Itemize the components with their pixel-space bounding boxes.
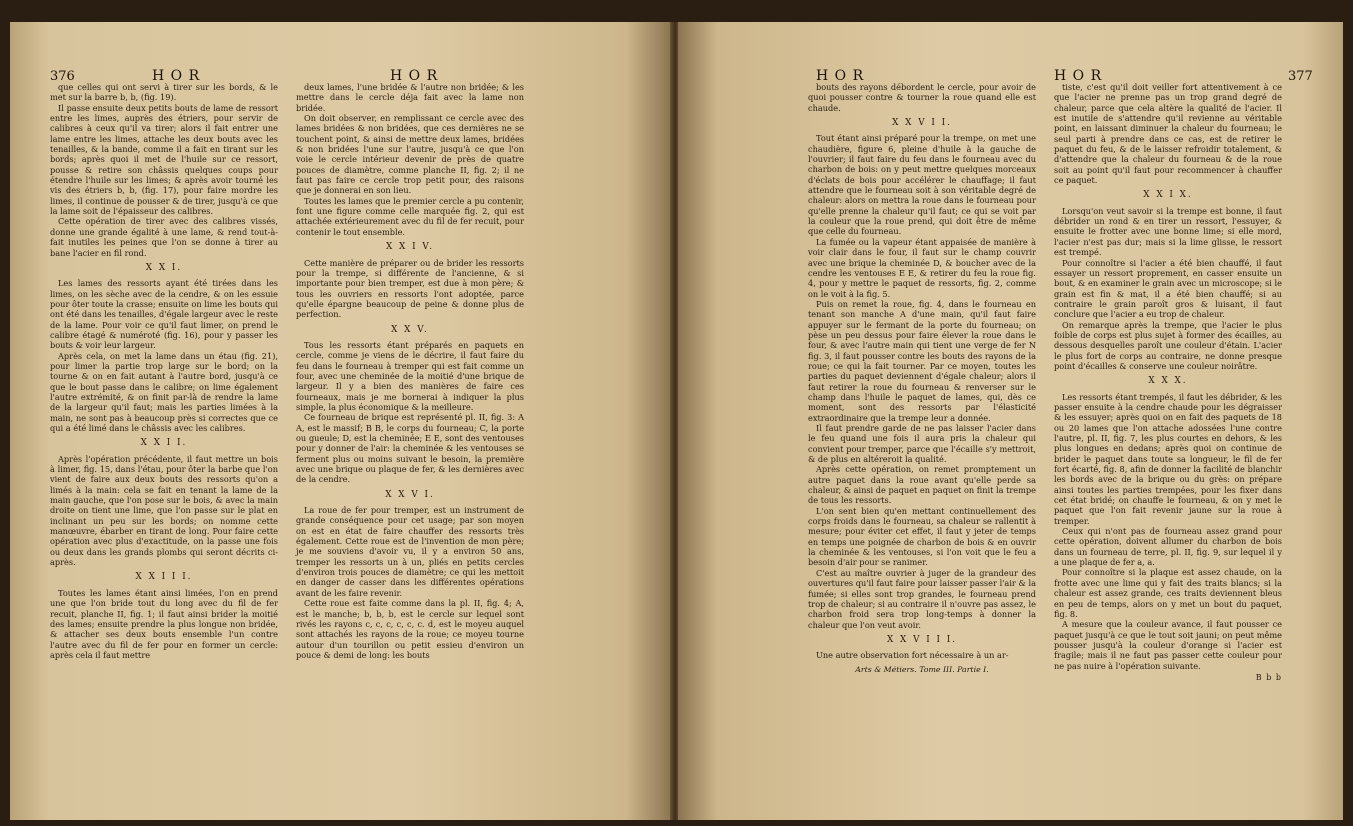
section-heading: X X V I.: [385, 489, 435, 500]
running-head-right-b: H O R: [1054, 68, 1103, 84]
page-footer: Arts & Métiers. Tome III. Partie I.: [855, 664, 989, 674]
paragraph: bouts des rayons débordent le cercle, pour avoir de quoi pousser contre & tourner la roue quand elle est chaude.: [808, 82, 1036, 113]
section-heading: X X X.: [1148, 376, 1188, 387]
running-head-right-a: H O R: [816, 68, 865, 84]
section-heading: X X V I I.: [892, 118, 952, 129]
paragraph: Cette opération de tirer avec des calibres vissés, donne une grande égalité à une lame, & rend tout-à-fait inutiles les peines que l'on se donne à tirer au bane l'acier en fil rond.: [50, 216, 278, 258]
paragraph: A mesure que la couleur avance, il faut pousser ce paquet jusqu'à ce que le tout soit jauni; on peut même pousser jusqu'à la couleur d'orange si l'acier est fragile; mais il ne faut pas passer cette couleur pour ne pas nuire à l'opération suivante.: [1054, 619, 1282, 671]
paragraph: C'est au maître ouvrier à juger de la grandeur des ouvertures qu'il faut faire pour laisser passer l'air & la fumée; si elles sont trop grandes, le fourneau prend trop de chaleur; si au contraire il n'ouvre pas assez, le charbon froid sera trop long-temps à donner la chaleur que l'on veut avoir.: [808, 567, 1036, 630]
paragraph: Lorsqu'on veut savoir si la trempe est bonne, il faut débrider un rond & en tirer un ressort, l'essuyer, & ensuite le frotter avec une bonne lime; si elle mord, l'acier n'est pas dur; mais si la lime glisse, le ressort est trempé.: [1054, 205, 1282, 258]
left-column-2: [296, 82, 524, 660]
paragraph: Puis on remet la roue, fig. 4, dans le fourneau en tenant son manche A d'une main, qu'il faut faire appuyer sur le fermant de la porte du fourneau; on pèse un peu dessus pour faire élever la roue dans le four, & avec l'autre main qui tient une verge de fer N fig. 3, il faut pousser contre les bouts des rayons de la roue; ce qui la fait tourner. Par ce moyen, toutes les parties du paquet deviennent d'égale chaleur; alors il faut retirer la roue du fourneau & renverser sur le champ dans l'huile le paquet de lames, qui, dès ce moment, sont des ressorts par l'élasticité extraordinaire que la trempe leur a donnée.: [808, 298, 1036, 423]
paragraph: Après cette opération, on remet promptement un autre paquet dans la roue avant qu'elle perde sa chaleur, & ainsi de paquet en paquet on finit la trempe de tous les ressorts.: [808, 464, 1036, 506]
paragraph: Les lames des ressorts ayant été tirées dans les limes, on les sèche avec de la cendre, & on les essuie pour ôter toute la crasse; ensuite on lime les bouts qui ont été dans les tenailles, d'égale largeur avec le reste de la lame. Pour voir ce qu'il faut limer, on prend le calibre étagé & numéroté (fig. 16), pour y passer les bouts & voir leur largeur.: [50, 278, 278, 351]
paragraph: Cette manière de préparer ou de brider les ressorts pour la trempe, si différente de l'ancienne, & si importante pour bien tremper, est due à mon père; & tous les ouvriers en ressorts l'ont adoptée, parce qu'elle épargne beaucoup de peine & donne plus de perfection.: [296, 257, 524, 320]
paragraph: Après cela, on met la lame dans un étau (fig. 21), pour limer la partie trop large sur le bord; on la tourne & on en fait autant à l'autre bord, jusqu'à ce que le bout passe dans le calibre; on lime également l'autre extrémité, & on finit par-là de rendre la lame de la largeur qu'il faut; mais les parties limées à la main, ne sont pas à beaucoup près si correctes que ce qui a été limé dans le châssis avec les calibres.: [50, 350, 278, 433]
left-column-1: [50, 82, 278, 660]
paragraph: La fumée ou la vapeur étant appaisée de manière à voir clair dans le four, il faut sur le champ couvrir avec une brique la cheminée D, & boucher avec de la cendre les ventouses E E, & retirer du feu la roue fig. 4, pour y mettre le paquet de ressorts, fig. 2, comme on le voit à la fig. 5.: [808, 236, 1036, 299]
right-columns: [808, 82, 1282, 683]
right-column-1: [808, 82, 1036, 683]
running-head-left-a: H O R: [152, 68, 201, 84]
paragraph: Il faut prendre garde de ne pas laisser l'acier dans le feu quand une fois il aura pris la chaleur qui convient pour tremper, parce que l'écaille s'y mettroit, & de plus en altéreroit la qualité.: [808, 423, 1036, 465]
paragraph: que celles qui ont servi à tirer sur les bords, & le met sur la barre b, b, (fig. 19).: [50, 82, 278, 103]
right-page: [678, 22, 1343, 820]
left-columns: [50, 82, 524, 660]
paragraph: Une autre observation fort nécessaire à un ar-: [816, 650, 1009, 661]
page-number-left: 376: [50, 69, 75, 84]
paragraph: La roue de fer pour tremper, est un instrument de grande conséquence pour cet usage; par son moyen on est en état de faire chauffer des ressorts très également. Cette roue est de l'invention de mon père; je me souviens d'avoir vu, il y a environ 50 ans, tremper les ressorts un à un, pliés en petits cercles d'environ trois pouces de diamètre; ce qui les mettoit en danger de casser dans les différentes opérations avant de les faire revenir.: [296, 505, 524, 598]
paragraph: Les ressorts étant trempés, il faut les débrider, & les passer ensuite à la cendre chaude pour les dégraisser & les essuyer; après quoi on en fait des paquets de 18 ou 20 lames que l'on attache adossées l'une contre l'autre, pl. II, fig. 7, les plus courtes en dehors, & les plus longues en dedans; après quoi on continue de brider le paquet dans toute sa longueur, le fil de fer fort écarté, fig. 8, afin de donner la facilité de blanchir les bords avec de la brique ou du grès: on prépare ainsi toutes les parties trempées, pour les fixer dans cet état bridé; on chauffe le fourneau, & on y met le paquet que l'on fait revenir jaune sur la roue à tremper.: [1054, 391, 1282, 526]
section-heading: X X I I.: [140, 438, 188, 449]
page-number-right: 377: [1288, 69, 1313, 84]
paragraph: Ce fourneau de brique est représenté pl. II, fig. 3: A A, est le massif; B B, le corps du fourneau; C, la porte ou gueule; D, est la cheminée; E E, sont des ventouses pour y donner de l'air: la cheminée & les ventouses se ferment plus ou moins suivant le besoin, la première avec une brique ou plaque de fer, & les dernières avec de la cendre.: [296, 412, 524, 485]
signature-mark: B b b: [1255, 672, 1282, 682]
section-heading: X X I V.: [386, 242, 434, 253]
paragraph: deux lames, l'une bridée & l'autre non bridée; & les mettre dans le cercle déja fait avec la lame non bridée.: [296, 82, 524, 113]
paragraph: Toutes les lames que le premier cercle a pu contenir, font une figure comme celle marquée fig. 2, qui est attachée extérieurement avec du fil de fer recuit, pour contenir le tout ensemble.: [296, 195, 524, 237]
paragraph: Après l'opération précédente, il faut mettre un bois à limer, fig. 15, dans l'étau, pour ôter la barbe que l'on vient de faire aux deux bouts des ressorts qu'on a limés à la main: cela se fait en tenant la lame de la main gauche, que l'on pose sur le bois, & avec la main droite on tient une lime, que l'on passe sur le plat en inclinant un peu sur les bords; on nomme cette manœuvre, ébarber en tirant de long. Pour faire cette opération avec plus d'exactitude, on la passe une fois ou deux dans les grands plombs qui seront décrits ci-après.: [50, 453, 278, 568]
paragraph: Pour connoître si la plaque est assez chaude, on la frotte avec une lime qui y fait des traits blancs; si la chaleur est assez grande, ces traits deviennent bleus en peu de temps, alors on y met un bout du paquet, fig. 8.: [1054, 567, 1282, 619]
paragraph: Cette roue est faite comme dans la pl. II, fig. 4; A, est le manche; b, b, b, est le cercle sur lequel sont rivés les rayons c, c, c, c, c, c. d, est le moyeu auquel sont attachés les rayons de la roue; ce moyeu tourne autour d'un tourillon ou petit essieu d'environ un pouce & demi de long: les bouts: [296, 598, 524, 660]
section-heading: X X V.: [391, 324, 429, 335]
paragraph: Ceux qui n'ont pas de fourneau assez grand pour cette opération, doivent allumer du charbon de bois dans un fourneau de terre, pl. II, fig. 9, sur lequel il y a une plaque de fer a, a.: [1054, 526, 1282, 568]
paragraph: On remarque après la trempe, que l'acier le plus foible de corps est plus sujet à former des écailles, au dessous desquelles paroît une couleur d'étain. L'acier le plus fort de corps au contraire, ne donne presque point d'écailles & conserve une couleur noirâtre.: [1054, 319, 1282, 371]
paragraph: Il passe ensuite deux petits bouts de lame de ressort entre les limes, auprès des étriers, pour servir de calibres à ceux qu'il va tirer; alors il fait entrer une lame entre les limes, attache les deux bouts avec les tenailles, & la bande, comme il a fait en tirant sur les bords; après quoi il met de l'huile sur ce ressort, pousse & retire son châssis quelques coups pour étendre l'huile sur les limes; & après avoir tourné les vis des étriers b, b, (fig. 17), pour faire mordre les limes, il continue de pousser & de tirer, jusqu'à ce que la lame soit de l'épaisseur des calibres.: [50, 102, 278, 217]
paragraph: Pour connoître si l'acier a été bien chauffé, il faut essayer un ressort proprement, en casser ensuite un bout, & en examiner le grain avec un microscope; si le grain est fin & mat, il a été bien chauffé; si au contraire le grain paroît gros & luisant, il faut conclure que l'acier a eu trop de chaleur.: [1054, 257, 1282, 320]
paragraph: On doit observer, en remplissant ce cercle avec des lames bridées & non bridées, que ces dernières ne se touchent point, & ainsi de mettre deux lames, bridées & non bridées l'une sur l'autre, jusqu'à ce que l'on voie le cercle intérieur devenir de près de quatre pouces de diamètre, comme planche II, fig. 2; il ne faut pas faire ce cercle trop petit pour, des raisons que je donnerai en son lieu.: [296, 113, 524, 196]
paragraph: tiste, c'est qu'il doit veiller fort attentivement à ce que l'acier ne prenne pas un trop grand degré de chaleur, parce que cela altère la qualité de l'acier. Il est inutile de s'attendre qu'il revienne au véritable point, en laissant diminuer la chaleur du fourneau; le seul parti à prendre dans ce cas, est de retirer le paquet du feu, & de le laisser refroidir totalement, & d'attendre que la chaleur du fourneau & de la roue soit au point qu'il faut pour recommencer à chauffer ce paquet.: [1054, 82, 1282, 186]
book-spread: [10, 22, 1343, 820]
paragraph: L'on sent bien qu'en mettant continuellement des corps froids dans le fourneau, sa chaleur se rallentit à mesure; pour éviter cet effet, il faut y jeter de temps en temps une poignée de charbon de bois & en ouvrir la cheminée & les ventouses, si l'on voit que le feu a besoin d'air pour se ranimer.: [808, 505, 1036, 568]
left-page: [10, 22, 672, 820]
section-heading: X X V I I I.: [886, 634, 958, 645]
paragraph: Tout étant ainsi préparé pour la trempe, on met une chaudière, figure 6, pleine d'huile à la gauche de l'ouvrier; il faut faire du feu dans le fourneau avec du charbon de bois: on y peut mettre quelques morceaux d'éclats de bois pour accélérer le chauffage; il faut attendre que le fourneau soit à son véritable degré de chaleur: alors on mettra la roue dans le fourneau pour qu'elle prenne la chaleur qu'il faut; ce qui se voit par la couleur que la roue prend, qui doit être de même que celle du fourneau.: [808, 133, 1036, 237]
section-heading: X X I X.: [1143, 190, 1193, 201]
paragraph: Toutes les lames étant ainsi limées, l'on en prend une que l'on bride tout du long avec du fil de fer recuit, planche II, fig. 1; il faut ainsi brider la moitié des lames; ensuite prendre la plus longue non bridée, & attacher ses deux bouts ensemble l'un contre l'autre avec du fil de fer pour en former un cercle: après cela il faut mettre: [50, 587, 278, 660]
right-column-2: [1054, 82, 1282, 683]
section-heading: X X I I I.: [135, 572, 193, 583]
running-head-left-b: H O R: [390, 68, 439, 84]
paragraph: Tous les ressorts étant préparés en paquets en cercle, comme je viens de le décrire, il faut faire du feu dans le fourneau à tremper qui est fait comme un four, avec une cheminée de la moitié d'une brique de largeur. Il y a bien des manières de faire ces fourneaux, mais je me bornerai à indiquer la plus simple, la plus économique & la meilleure.: [296, 339, 524, 412]
section-heading: X X I.: [145, 262, 183, 273]
